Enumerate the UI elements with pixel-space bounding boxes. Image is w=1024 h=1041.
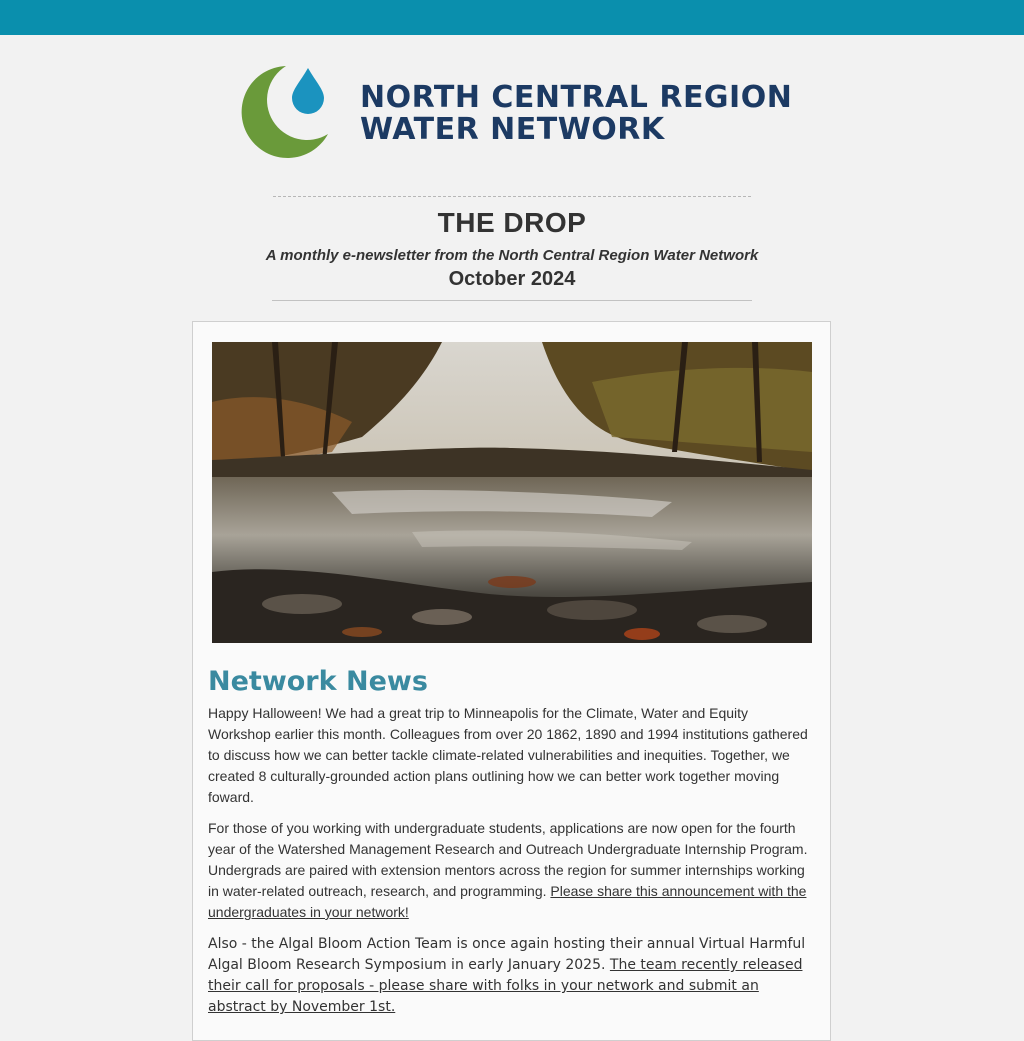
newsletter-subtitle: A monthly e-newsletter from the North Central Region Water Network — [265, 247, 759, 264]
crescent-drop-logo-icon — [228, 60, 348, 178]
paragraph-internship — [208, 818, 812, 923]
logo-text-line1: NORTH CENTRAL REGION — [360, 80, 793, 115]
paragraph-algal-bloom-text: Also - the Algal Bloom Action Team is once again hosting their annual Virtual Harmful Algal Bloom Research Symposium in early January 2025. — [208, 936, 806, 973]
content-card — [192, 321, 831, 1041]
solid-divider — [272, 300, 752, 301]
newsletter-title: THE DROP — [437, 207, 587, 238]
call-for-proposals-link[interactable]: The team recently released their call for proposals - please share with folks in your network and submit an abstract by November 1st. — [208, 957, 803, 1015]
network-news-heading: Network News — [208, 666, 428, 697]
dashed-divider — [273, 196, 751, 197]
newsletter-date: October 2024 — [448, 268, 576, 290]
paragraph-internship-text: For those of you working with undergraduate students, applications are now open for the fourth year of the Watershed Management Research and Outreach Undergraduate Internship Program. Undergrads are paired with extension mentors across the region for summer internships working in water-related outreach, research, and programming. — [208, 820, 808, 899]
internship-share-link[interactable]: Please share this announcement with the undergraduates in your network! — [208, 883, 807, 920]
logo-text-line2: WATER NETWORK — [360, 112, 665, 147]
paragraph-workshop: Happy Halloween! We had a great trip to Minneapolis for the Climate, Water and Equity Workshop earlier this month. Colleagues from over 20 1862, 1890 and 1994 institutions gathered to discuss how we can better tackle climate-related vulnerabilities and inequities. Together, we created 8 culturally-grounded action plans outlining how we can better work together moving foward. — [208, 705, 808, 805]
ncrwn-logo[interactable] — [228, 60, 808, 178]
top-banner-bar — [0, 0, 1024, 35]
paragraph-algal-bloom — [208, 934, 812, 1018]
hero-river-photo — [212, 342, 812, 643]
